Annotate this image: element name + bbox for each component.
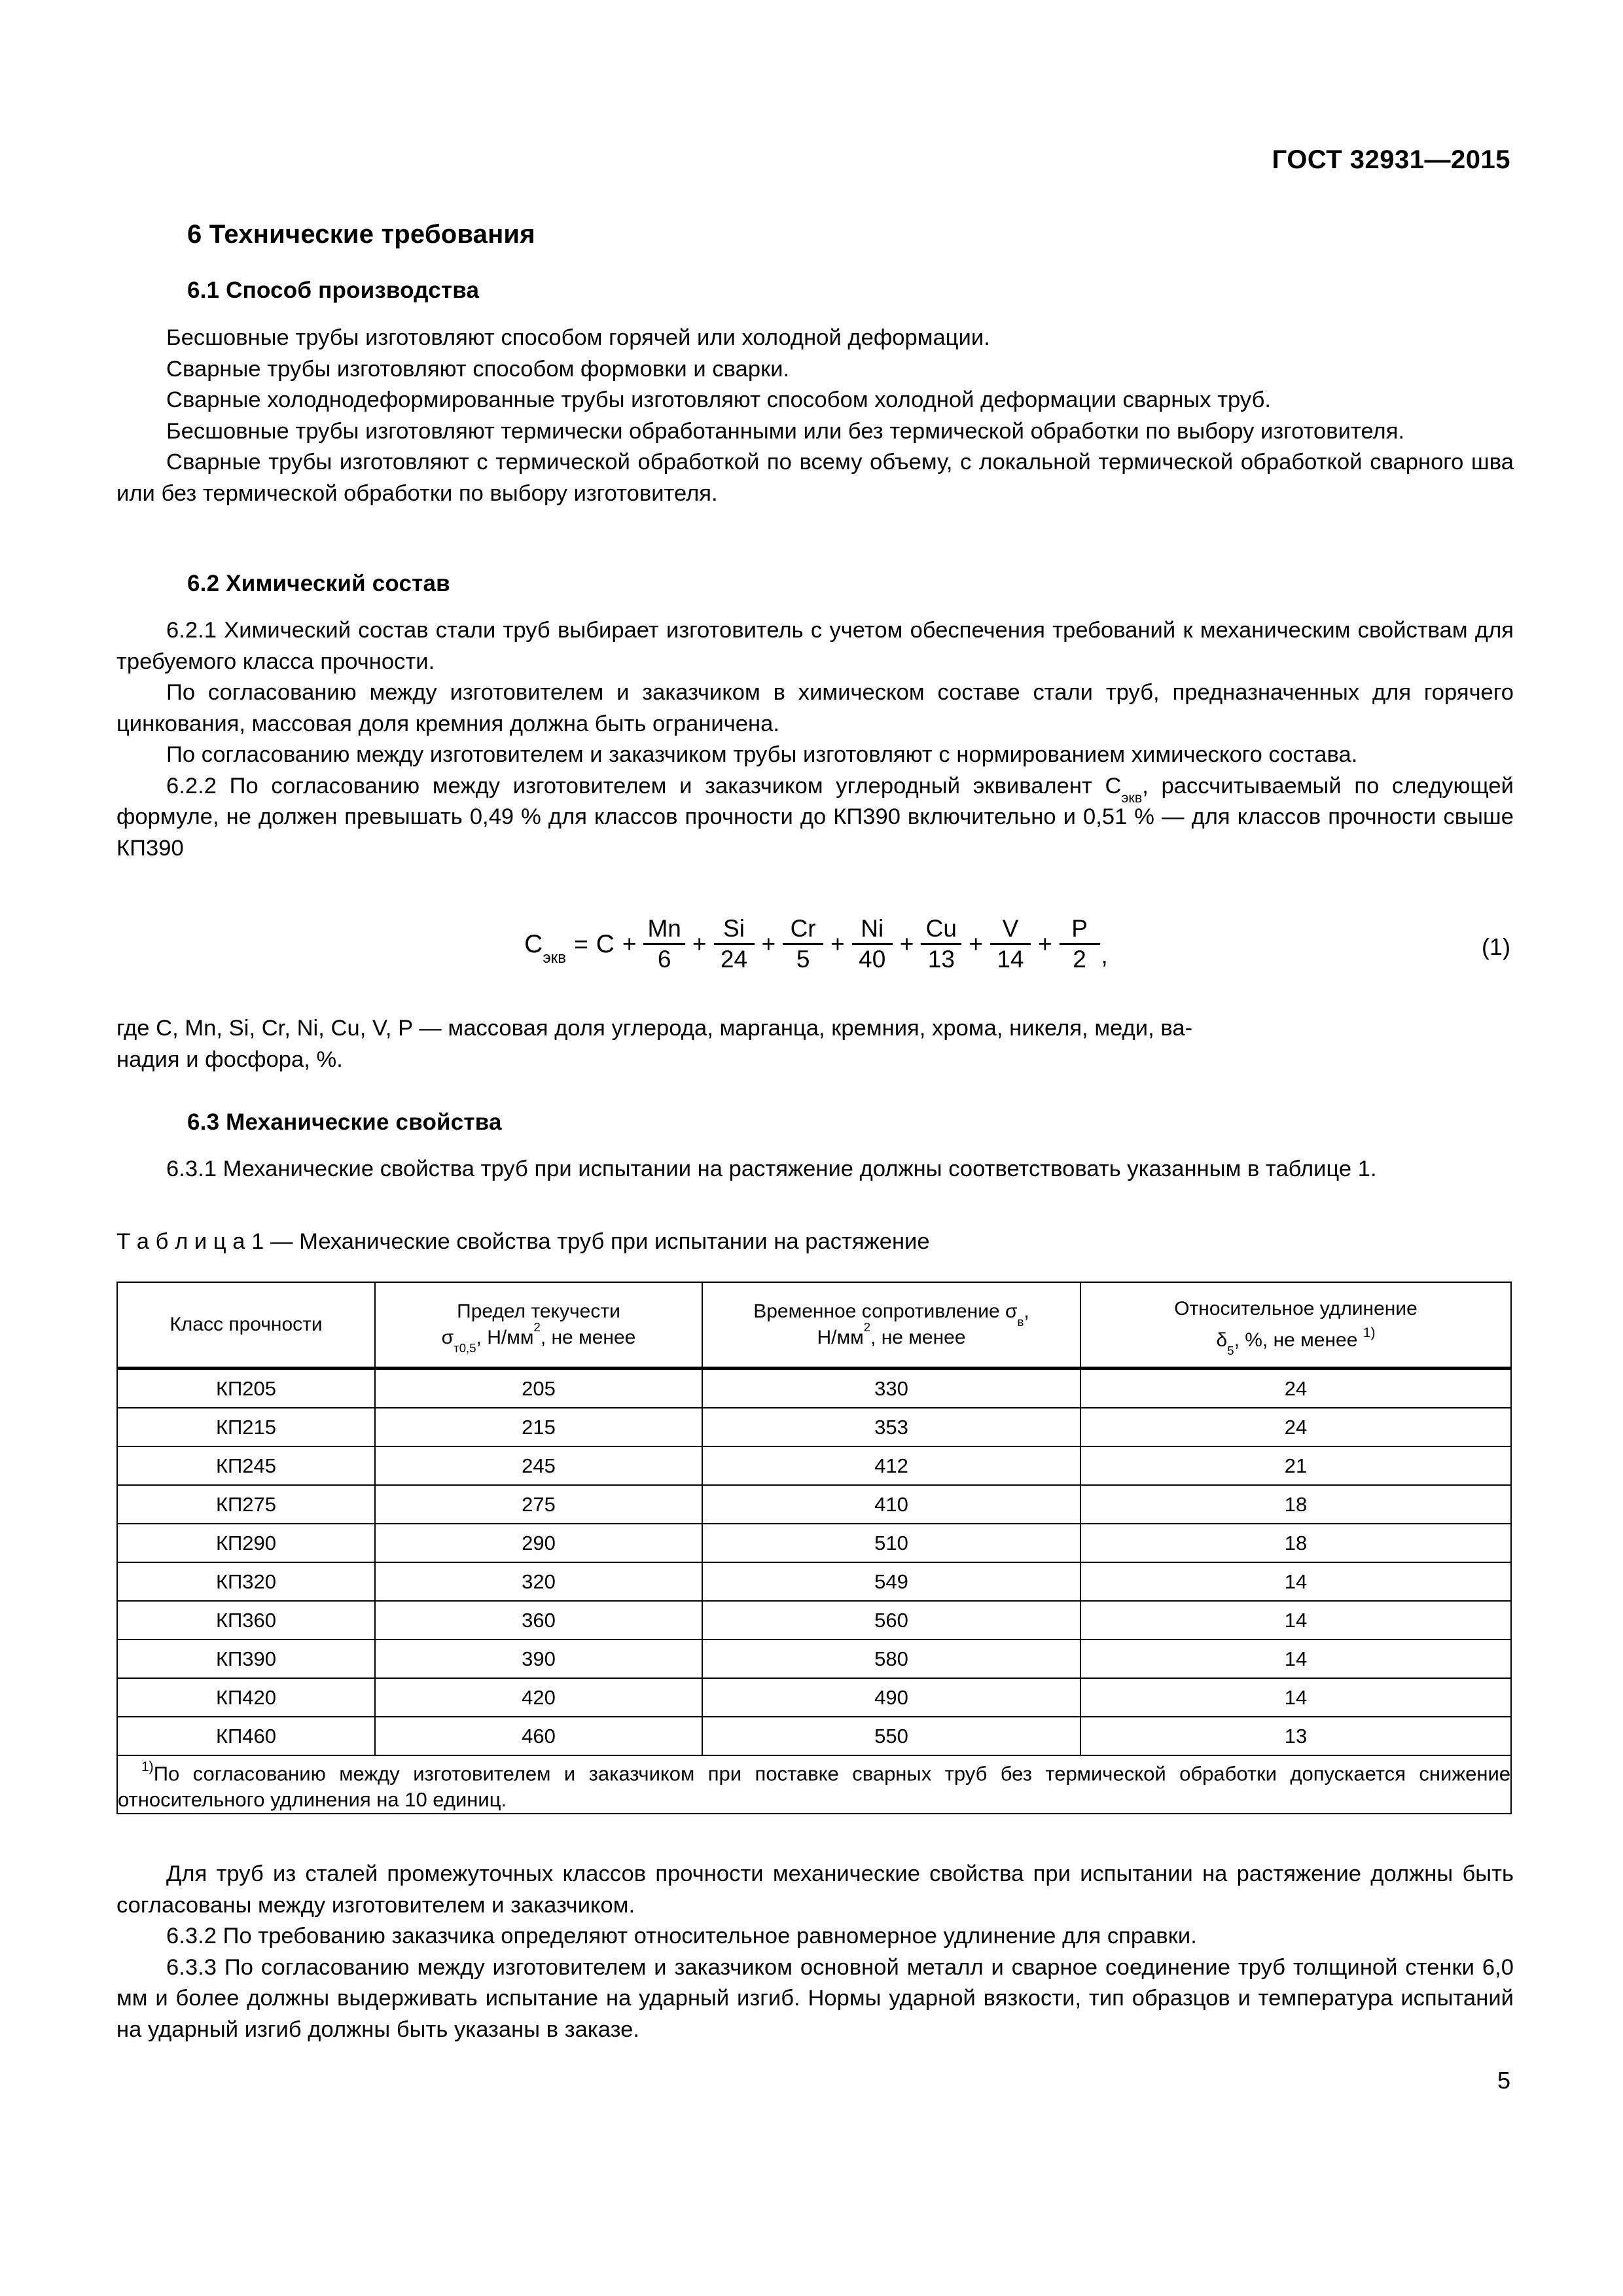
table-row: [117, 1408, 1511, 1446]
cell-elongation: 18: [1080, 1485, 1511, 1524]
cell-elongation: 21: [1080, 1446, 1511, 1485]
formula-plus-5: +: [899, 930, 914, 958]
header-line-2: [1081, 1322, 1510, 1357]
cell-yield: 245: [375, 1446, 702, 1485]
sigma-symbol: σ: [441, 1327, 454, 1348]
cell-yield: 290: [375, 1524, 702, 1562]
p622-subscript: экв: [1121, 789, 1143, 806]
cell-tensile: 550: [702, 1717, 1080, 1755]
footnote-marker: 1): [1363, 1325, 1376, 1341]
formula-plus-2: +: [692, 930, 707, 958]
cell-yield: 460: [375, 1717, 702, 1755]
paragraph-6-2-2: [116, 771, 1514, 865]
cell-elongation: 24: [1080, 1408, 1511, 1446]
table-1-caption-wrapper: [116, 1227, 1514, 1258]
fraction-denominator: 24: [720, 945, 748, 973]
table-row: [117, 1485, 1511, 1524]
table-row: [117, 1640, 1511, 1678]
header-text: Временное сопротивление σ: [753, 1300, 1018, 1322]
section-6-heading: 6 Технические требования: [187, 220, 535, 249]
cell-yield: 360: [375, 1601, 702, 1640]
p622-text-part1: 6.2.2 По согласованию между изготовителем и заказчиком углеродный эквивалент C: [166, 773, 1122, 798]
formula-fraction-cr: [783, 916, 823, 971]
table-row: [117, 1601, 1511, 1640]
formula-fraction-si: [714, 916, 755, 971]
delta-symbol: δ: [1216, 1329, 1228, 1351]
table-1-wrapper: [116, 1282, 1510, 1814]
cell-strength-class: КП360: [117, 1601, 375, 1640]
comma: ,: [1024, 1300, 1029, 1322]
formula-number: (1): [1482, 933, 1510, 960]
cell-strength-class: КП205: [117, 1369, 375, 1408]
section-6-2-heading: 6.2 Химический состав: [187, 571, 450, 596]
table-row: [117, 1717, 1511, 1755]
unit-text: , Н/мм: [476, 1327, 534, 1348]
fraction-numerator: Si: [723, 915, 745, 942]
section-6-1-heading: 6.1 Способ производства: [187, 278, 480, 303]
cell-tensile: 549: [702, 1562, 1080, 1601]
formula-plus-4: +: [830, 930, 845, 958]
section-6-3-heading: 6.3 Механические свойства: [187, 1109, 502, 1135]
section-6-3-1-body: [116, 1154, 1514, 1185]
header-line-1: Предел текучести: [457, 1300, 620, 1322]
formula-fraction-p: [1060, 916, 1100, 971]
table-row: [117, 1678, 1511, 1717]
table-row: [117, 1524, 1511, 1562]
cell-tensile: 510: [702, 1524, 1080, 1562]
cell-strength-class: КП390: [117, 1640, 375, 1678]
p622-text-part2: , рассчитываемый по следующей формуле, не должен превышать 0,49 % для классов прочности до КП390 включительно и 0,51 % — для классов прочности свыше КП390: [116, 773, 1514, 861]
footnote-paragraph: [118, 1756, 1510, 1813]
cell-yield: 420: [375, 1678, 702, 1717]
not-less-text: , %, не менее: [1234, 1329, 1363, 1351]
cell-yield: 390: [375, 1640, 702, 1678]
paragraph: По согласованию между изготовителем и заказчиком в химическом составе стали труб, предназначенных для горячего цинкования, массовая доля кремния должна быть ограничена.: [116, 680, 1514, 736]
cell-strength-class: КП460: [117, 1717, 375, 1755]
paragraph: Сварные холоднодеформированные трубы изготовляют способом холодной деформации сварных труб.: [166, 387, 1272, 412]
formula-legend-line-2: надия и фосфора, %.: [116, 1047, 343, 1072]
not-less-text: , не менее: [540, 1327, 636, 1348]
paragraph-6-3-2: 6.3.2 По требованию заказчика определяют относительное равномерное удлинение для справки.: [166, 1924, 1197, 1948]
fraction-numerator: Mn: [647, 915, 681, 942]
unit-superscript: 2: [863, 1319, 871, 1334]
paragraph: 6.3.1 Механические свойства труб при испытании на растяжение должны соответствовать указанным в таблице 1.: [166, 1157, 1377, 1181]
fraction-numerator: Cr: [790, 915, 816, 942]
formula-plus-3: +: [761, 930, 776, 958]
section-6-3-heading-wrapper: [187, 1109, 502, 1136]
carbon-equivalent-formula: [522, 916, 1108, 971]
fraction-denominator: 6: [657, 945, 671, 973]
table-1-caption: Т а б л и ц а 1 — Механические свойства труб при испытании на растяжение: [116, 1229, 930, 1254]
formula-lhs-subscript: экв: [543, 948, 567, 967]
footnote-marker: 1): [141, 1759, 154, 1775]
fraction-denominator: 2: [1073, 945, 1086, 973]
paragraph: Сварные трубы изготовляют способом формовки и сварки.: [166, 356, 790, 382]
formula-plus-1: +: [622, 930, 637, 958]
header-line-1: Относительное удлинение: [1174, 1298, 1418, 1319]
cell-tensile: 580: [702, 1640, 1080, 1678]
paragraph: Для труб из сталей промежуточных классов прочности механические свойства при испытании на растяжение должны быть согласованы между изготовителем и заказчиком.: [116, 1861, 1514, 1918]
formula-equals: =: [574, 930, 588, 958]
table-row: [117, 1446, 1511, 1485]
cell-strength-class: КП245: [117, 1446, 375, 1485]
fraction-denominator: 13: [927, 945, 955, 973]
sigma-subscript: т0,5: [454, 1340, 476, 1355]
section-6-1-body: [116, 323, 1514, 509]
formula-fraction-ni: [852, 916, 893, 971]
cell-elongation: 24: [1080, 1369, 1511, 1408]
cell-elongation: 18: [1080, 1524, 1511, 1562]
formula-legend: [116, 1013, 1514, 1075]
cell-strength-class: КП290: [117, 1524, 375, 1562]
delta-subscript: 5: [1227, 1343, 1234, 1357]
header-line-2: [703, 1319, 1080, 1351]
cell-strength-class: КП320: [117, 1562, 375, 1601]
table-row: [117, 1369, 1511, 1408]
document-standard-header: ГОСТ 32931—2015: [1272, 145, 1510, 174]
fraction-denominator: 5: [796, 945, 810, 973]
formula-plus-7: +: [1037, 930, 1052, 958]
unit-superscript: 2: [533, 1319, 541, 1334]
cell-strength-class: КП420: [117, 1678, 375, 1717]
not-less-text: , не менее: [870, 1327, 966, 1348]
cell-tensile: 410: [702, 1485, 1080, 1524]
formula-plus-6: +: [969, 930, 983, 958]
formula-1-row: [116, 916, 1514, 971]
table-mechanical-properties: [116, 1282, 1512, 1814]
formula-lhs: [522, 929, 568, 967]
cell-tensile: 330: [702, 1369, 1080, 1408]
fraction-denominator: 14: [997, 945, 1024, 973]
paragraph: Бесшовные трубы изготовляют термически обработанными или без термической обработки по выбору изготовителя.: [166, 418, 1405, 444]
cell-yield: 275: [375, 1485, 702, 1524]
unit-text: Н/мм: [817, 1327, 864, 1348]
header-line-1: [703, 1299, 1080, 1329]
paragraph: Сварные трубы изготовляют с термической обработкой по всему объему, с локальной термической обработкой сварного шва или без термической обработки по выбору изготовителя.: [116, 450, 1514, 506]
table-header-strength-class: Класс прочности: [117, 1282, 375, 1369]
cell-elongation: 14: [1080, 1678, 1511, 1717]
formula-fraction-cu: [921, 916, 961, 971]
table-row: [117, 1562, 1511, 1601]
cell-tensile: 490: [702, 1678, 1080, 1717]
fraction-numerator: P: [1071, 915, 1088, 942]
footnote-text: По согласованию между изготовителем и заказчиком при поставке сварных труб без термической обработки допускается снижение относительного удлинения на 10 единиц.: [118, 1762, 1510, 1812]
table-header-yield-strength: [375, 1282, 702, 1369]
paragraph: 6.2.1 Химический состав стали труб выбирает изготовитель с учетом обеспечения требований к механическим свойствам для требуемого класса прочности.: [116, 618, 1514, 674]
cell-elongation: 13: [1080, 1717, 1511, 1755]
formula-first-term: C: [596, 929, 615, 958]
header-line-2: [376, 1319, 702, 1355]
cell-yield: 205: [375, 1369, 702, 1408]
table-header-tensile-strength: [702, 1282, 1080, 1369]
table-footnote-row: [117, 1755, 1511, 1814]
table-body: [117, 1369, 1511, 1814]
formula-trailing-comma: ,: [1101, 942, 1108, 969]
cell-yield: 320: [375, 1562, 702, 1601]
paragraph-6-3-3: 6.3.3 По согласованию между изготовителем и заказчиком основной металл и сварное соединение труб толщиной стенки 6,0 мм и более должны выдерживать испытание на ударный изгиб. Нормы ударной вязкости, тип образцов и температура испытаний на ударный изгиб должны быть указаны в заказе.: [116, 1954, 1514, 2042]
page-number: 5: [1497, 2067, 1510, 2094]
fraction-numerator: Cu: [925, 915, 957, 942]
cell-tensile: 353: [702, 1408, 1080, 1446]
cell-tensile: 412: [702, 1446, 1080, 1485]
cell-elongation: 14: [1080, 1640, 1511, 1678]
cell-strength-class: КП275: [117, 1485, 375, 1524]
section-6-1-heading-wrapper: [187, 278, 479, 304]
cell-elongation: 14: [1080, 1601, 1511, 1640]
table-header-elongation: [1080, 1282, 1511, 1369]
sigma-subscript: в: [1017, 1314, 1024, 1329]
fraction-numerator: Ni: [861, 915, 884, 942]
cell-elongation: 14: [1080, 1562, 1511, 1601]
cell-tensile: 560: [702, 1601, 1080, 1640]
section-6-2-heading-wrapper: [187, 571, 450, 597]
section-6-heading-wrapper: [187, 220, 535, 249]
formula-legend-line-1: где C, Mn, Si, Cr, Ni, Cu, V, P — массовая доля углерода, марганца, кремния, хрома, никеля, меди, ва-: [116, 1016, 1193, 1041]
cell-yield: 215: [375, 1408, 702, 1446]
formula-lhs-symbol: C: [524, 929, 543, 958]
fraction-denominator: 40: [859, 945, 886, 973]
section-6-3-continued: [116, 1859, 1514, 2045]
table-header-row: [117, 1282, 1511, 1369]
paragraph: Бесшовные трубы изготовляют способом горячей или холодной деформации.: [166, 325, 990, 350]
paragraph: По согласованию между изготовителем и заказчиком трубы изготовляют с нормированием химического состава.: [166, 742, 1358, 767]
fraction-numerator: V: [1002, 915, 1019, 942]
cell-strength-class: КП215: [117, 1408, 375, 1446]
formula-fraction-v: [990, 916, 1031, 971]
section-6-2-body: [116, 615, 1514, 864]
formula-fraction-mn: [643, 916, 685, 971]
table-footnote: [117, 1755, 1511, 1814]
